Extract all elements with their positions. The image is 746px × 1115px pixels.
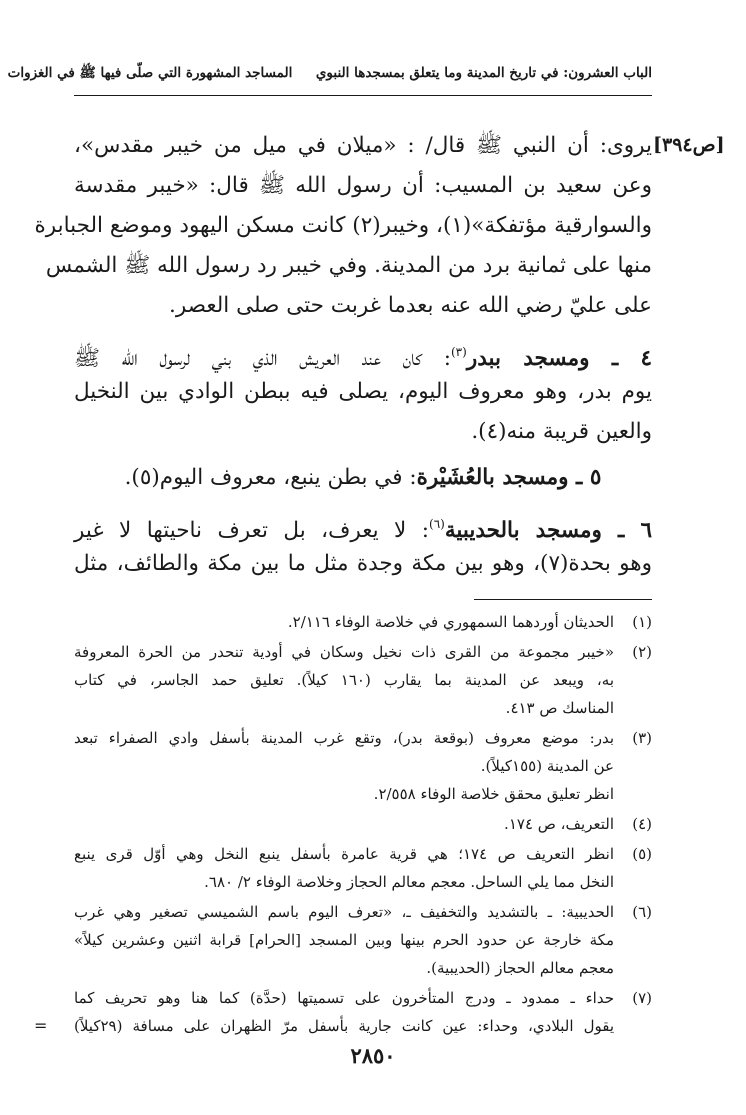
body-line: وهو بحدة(٧)، وهو بين مكة وجدة مثل ما بين مكة والطائف، مثل [74,551,652,576]
footnote-line: حداء ـ ممدود ـ ودرج المتأخرون على تسميتها (حدَّة) كما هنا وهو تحريف كما [74,989,614,1007]
item-5-text: : في بطن ينبع، معروف اليوم(٥). [124,465,417,490]
running-header-chapter: الباب العشرون: في تاريخ المدينة وما يتعلق بمسجدها النبوي [315,65,652,81]
page-number: ٢٨٥٠ [350,1043,396,1068]
footnote-ref: (٣) [450,345,467,359]
footnote-line: به، ويبعد عن المدينة بما يقارب (١٦٠ كيلاً). تعليق حمد الجاسر، في كتاب [74,671,614,689]
running-header [7,62,652,84]
body-line: على عليّ رضي الله عنه بعدما غربت حتى صلى العصر. [169,293,652,318]
footnote-line: بدر: موضع معروف (بوقعة بدر)، وتقع غرب المدينة بأسفل وادي الصفراء تبعد [74,729,614,747]
footnote-line: الحديبية: ـ بالتشديد والتخفيف ـ، «تعرف اليوم باسم الشميسي تصغير وهي غرب [74,903,614,921]
footnote-line: يقول البلادي، وحداء: عين كانت جارية بأسفل مرّ الظهران على مسافة (٢٩كيلاً) [74,1017,614,1035]
body-line: وعن سعيد بن المسيب: أن رسول الله ﷺ قال: «خيبر مقدسة [74,173,652,198]
running-header-section: المساجد المشهورة التي صلّى فيها ﷺ في الغزوات [7,65,293,81]
body-line: يروى: أن النبي ﷺ قال/ : «ميلان في ميل من خيبر مقدس»، [74,133,652,158]
continuation-mark: = [34,1016,48,1035]
footnote-line: المناسك ص ٤١٣. [505,699,614,717]
footnote-line: انظر تعليق محقق خلاصة الوفاء ٢/٥٥٨. [373,785,614,803]
item-5-heading: ٥ ـ ومسجد بالعُشَيْرة [416,465,602,490]
body-line: والعين قريبة منه(٤). [471,419,652,444]
footnote-line: التعريف، ص ١٧٤. [504,815,614,833]
footnote-line: انظر التعريف ص ١٧٤؛ هي قرية عامرة بأسفل ينبع النخل وهي أوّل قرى ينبع [74,845,615,863]
footnote-number: (٢) [632,643,652,661]
footnote-line: معجم معالم الحجاز (الحديبية). [426,959,614,977]
footnote-number: (١) [632,613,652,631]
footnote-number: (٥) [632,845,652,863]
item-4-text: : كان عند العريش الذي بني لرسول الله ﷺ [74,346,451,371]
body-line: منها على ثمانية برد من المدينة. وفي خيبر رد رسول الله ﷺ الشمس [45,253,652,278]
footnote-line: عن المدينة (١٥٥كيلاً). [480,757,614,775]
body-line: والسوارقية مؤتفكة»(١)، وخيبر(٢) كانت مسكن اليهود وموضع الجبابرة [34,213,652,238]
footnote-number: (٤) [632,815,652,833]
item-6-text: : لا يعرف، بل تعرف ناحيتها لا غير [74,518,430,543]
footnote-line: مكة خارجة عن حدود الحرم بينها وبين المسجد [الحرام] قرابة اثنين وعشرين كيلاً» [74,931,614,949]
footnote-ref: (٦) [429,517,445,531]
body-line-item-5 [74,458,652,498]
footnote-number: (٣) [632,729,652,747]
margin-page-reference: [ص٣٩٤] [653,134,725,156]
footnote-rule [474,599,652,600]
footnote-number: (٦) [632,903,652,921]
item-4-heading: ٤ ـ ومسجد ببدر [466,346,653,371]
header-rule [74,95,652,96]
item-6-heading: ٦ ـ ومسجد بالحديبية [444,518,652,543]
footnote-line: النخل مما يلي الساحل. معجم معالم الحجاز وخلاصة الوفاء ٢/ ٦٨٠. [204,873,614,891]
body-line: يوم بدر، وهو معروف اليوم، يصلى فيه ببطن الوادي بين النخيل [74,379,652,404]
footnote-line: الحديثان أوردهما السمهوري في خلاصة الوفاء ٢/١١٦. [287,613,614,631]
footnote-number: (٧) [632,989,652,1007]
footnote-line: «خيبر مجموعة من القرى ذات نخيل وسكان في أودية تنحدر من الحرة المعروفة [74,643,614,661]
